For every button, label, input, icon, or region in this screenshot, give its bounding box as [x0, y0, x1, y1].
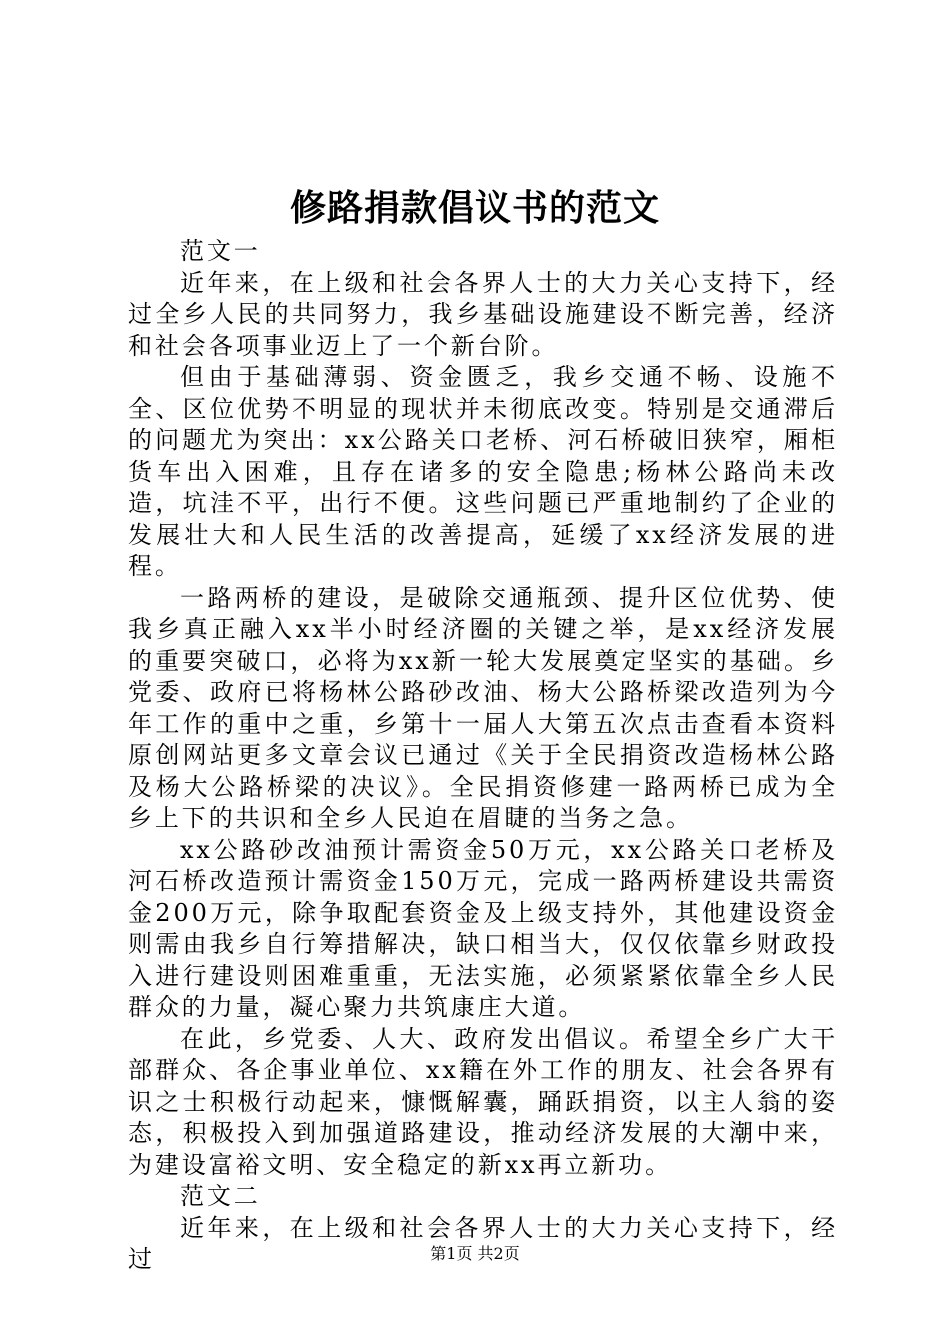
page-footer: 第1页 共2页 — [430, 1244, 520, 1263]
document-body — [128, 236, 838, 1276]
paragraph: 但由于基础薄弱、资金匮乏，我乡交通不畅、设施不全、区位优势不明显的现状并未彻底改变。特别是交通滞后的问题尤为突出：xx公路关口老桥、河石桥破旧狭窄，厢柜货车出入困难，且存在诸多的安全隐患;杨林公路尚未改造，坑洼不平，出行不便。这些问题已严重地制约了企业的发展壮大和人民生活的改善提高，延缓了xx经济发展的进程。 — [128, 363, 838, 580]
paragraph: 近年来，在上级和社会各界人士的大力关心支持下，经过 — [128, 1213, 838, 1273]
paragraph: 近年来，在上级和社会各界人士的大力关心支持下，经过全乡人民的共同努力，我乡基础设施建设不断完善，经济和社会各项事业迈上了一个新台阶。 — [128, 268, 838, 360]
section-heading: 范文二 — [180, 1182, 261, 1210]
paragraph: 在此，乡党委、人大、政府发出倡议。希望全乡广大干部群众、各企事业单位、xx籍在外工作的朋友、社会各界有识之士积极行动起来，慷慨解囊，踊跃捐资，以主人翁的姿态，积极投入到加强道路建设，推动经济发展的大潮中来，为建设富裕文明、安全稳定的新xx再立新功。 — [128, 1024, 838, 1179]
document-title: 修路捐款倡议书的范文 — [289, 188, 660, 229]
paragraph: 一路两桥的建设，是破除交通瓶颈、提升区位优势、使我乡真正融入xx半小时经济圈的关键之举，是xx经济发展的重要突破口，必将为xx新一轮大发展奠定坚实的基础。乡党委、政府已将杨林公路砂改油、杨大公路桥梁改造列为今年工作的重中之重，乡第十一届人大第五次点击查看本资料原创网站更多文章会议已通过《关于全民捐资改造杨林公路及杨大公路桥梁的决议》。全民捐资修建一路两桥已成为全乡上下的共识和全乡人民迫在眉睫的当务之急。 — [128, 583, 838, 832]
section-heading: 范文一 — [180, 237, 261, 265]
paragraph: xx公路砂改油预计需资金50万元，xx公路关口老桥及河石桥改造预计需资金150万元，完成一路两桥建设共需资金200万元，除争取配套资金及上级支持外，其他建设资金则需由我乡自行筹措解决，缺口相当大，仅仅依靠乡财政投入进行建设则困难重重，无法实施，必须紧紧依靠全乡人民群众的力量，凝心聚力共筑康庄大道。 — [128, 835, 838, 1021]
